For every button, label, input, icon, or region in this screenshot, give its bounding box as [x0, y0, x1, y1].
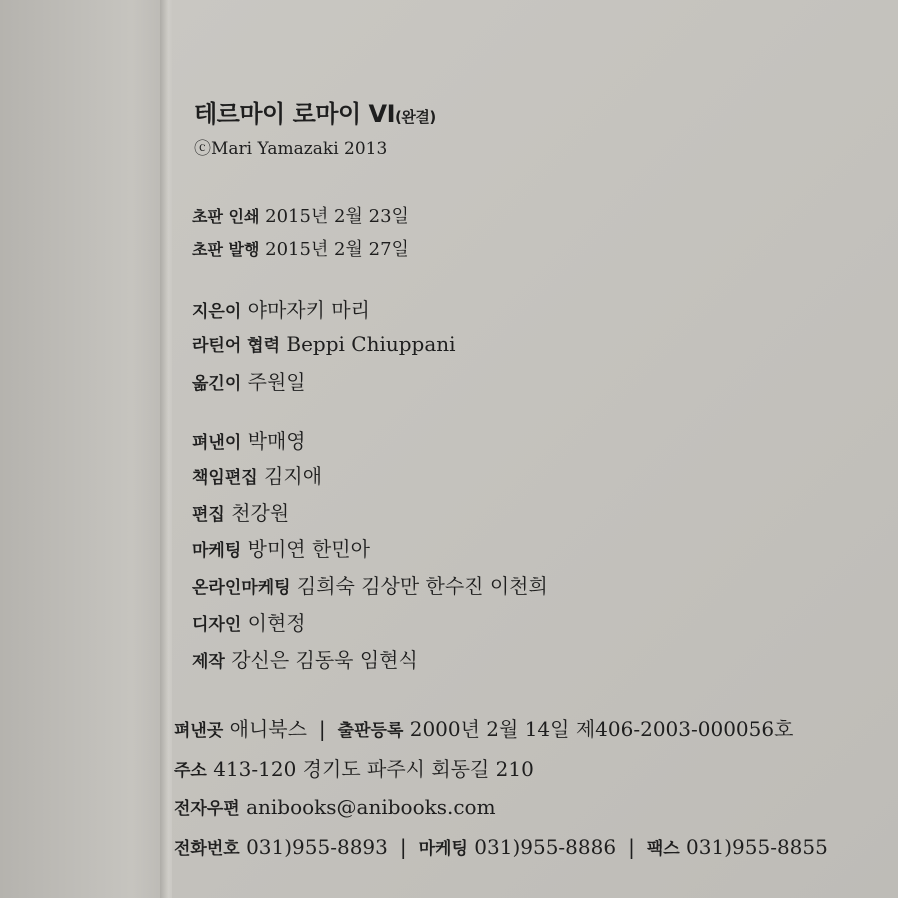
separator: | — [318, 717, 326, 741]
printing-line-1 — [192, 202, 409, 228]
separator: | — [399, 835, 407, 859]
credit-value: 야마자키 마리 — [247, 298, 370, 322]
staff-value: 이현정 — [247, 611, 306, 635]
staff-value: 강신은 김동욱 임현식 — [231, 648, 418, 672]
address-value: 413-120 경기도 파주시 회동길 210 — [213, 757, 534, 781]
staff-value: 천강원 — [231, 501, 290, 525]
staff-line — [192, 460, 322, 489]
registration-value: 2000년 2월 14일 제406-2003-000056호 — [409, 717, 794, 741]
staff-line — [192, 570, 548, 599]
phone-value: 031)955-8893 — [246, 835, 388, 859]
copyright-line: ⓒMari Yamazaki 2013 — [194, 139, 388, 159]
staff-label: 펴낸이 — [192, 433, 242, 453]
printing-value: 2015년 2월 23일 — [265, 206, 409, 227]
staff-label: 제작 — [192, 652, 225, 672]
staff-label: 마케팅 — [192, 541, 242, 561]
staff-value: 방미연 한민아 — [247, 537, 370, 561]
staff-value: 김지애 — [264, 464, 323, 488]
credit-value: 주원일 — [247, 370, 306, 394]
printing-line-2 — [192, 235, 409, 261]
credit-author — [192, 294, 370, 323]
fax-value: 031)955-8855 — [686, 835, 828, 859]
staff-line — [192, 607, 306, 636]
staff-line — [192, 425, 306, 454]
fax-label: 팩스 — [646, 839, 680, 859]
email-value: anibooks@anibooks.com — [246, 795, 496, 819]
left-page — [0, 0, 165, 898]
publisher-line — [174, 713, 793, 742]
printing-label: 초판 발행 — [192, 240, 260, 259]
publisher-value: 애니북스 — [229, 717, 307, 741]
book-title-text: 테르마이 로마이 VI — [194, 100, 396, 128]
staff-line — [192, 497, 289, 526]
staff-label: 디자인 — [192, 615, 242, 635]
credit-latin — [192, 331, 456, 356]
staff-label: 책임편집 — [192, 468, 258, 488]
printing-value: 2015년 2월 27일 — [265, 239, 409, 260]
credit-label: 라틴어 협력 — [192, 336, 281, 356]
publisher-label: 펴낸곳 — [174, 721, 224, 741]
email-label: 전자우편 — [174, 799, 240, 819]
staff-label: 온라인마케팅 — [192, 578, 291, 598]
credit-label: 옮긴이 — [192, 374, 242, 394]
phone-label: 전화번호 — [174, 839, 240, 859]
book-title — [194, 94, 436, 129]
phone-line — [174, 834, 828, 859]
marketing-phone-label: 마케팅 — [418, 839, 468, 859]
credit-translator — [192, 366, 306, 395]
book-title-suffix: (완결) — [395, 108, 436, 126]
staff-label: 편집 — [192, 505, 225, 525]
staff-value: 김희숙 김상만 한수진 이천희 — [296, 574, 548, 598]
address-label: 주소 — [174, 761, 207, 781]
address-line — [174, 753, 534, 782]
printing-label: 초판 인쇄 — [192, 207, 260, 226]
staff-line — [192, 533, 370, 562]
separator: | — [628, 835, 635, 859]
staff-line — [192, 644, 418, 673]
credit-label: 지은이 — [192, 302, 242, 322]
marketing-phone-value: 031)955-8886 — [474, 835, 617, 859]
staff-value: 박매영 — [247, 429, 306, 453]
email-line — [174, 794, 496, 819]
credit-value: Beppi Chiuppani — [286, 332, 456, 356]
registration-label: 출판등록 — [337, 721, 404, 741]
